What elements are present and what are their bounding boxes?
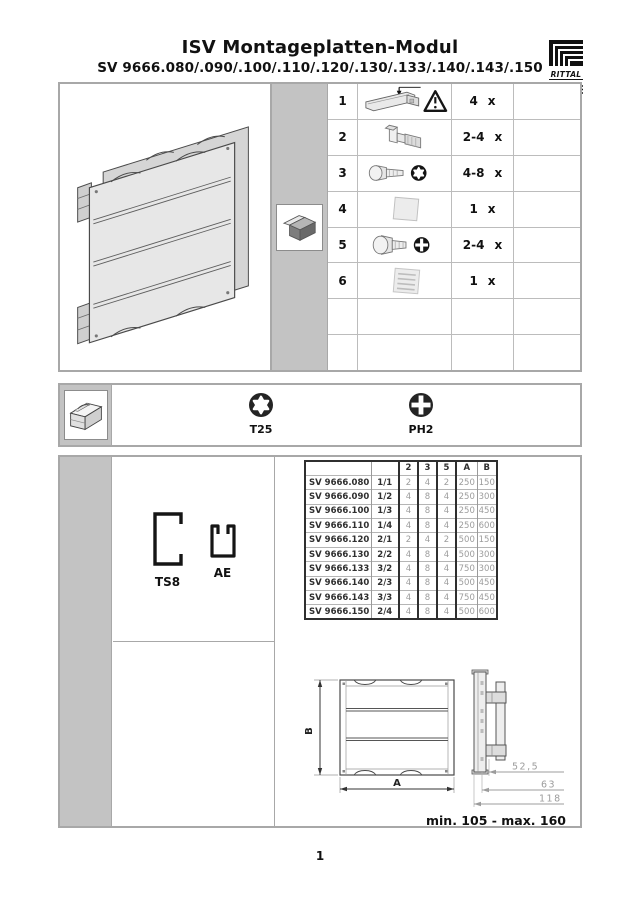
times-label: x bbox=[487, 202, 496, 217]
part-quantity bbox=[452, 228, 514, 263]
part-number: 5 bbox=[328, 228, 358, 263]
dimensions-section bbox=[58, 455, 582, 828]
col-header-A: A bbox=[456, 461, 477, 475]
quantity-value: 2-4 bbox=[462, 237, 485, 252]
parts-table bbox=[328, 84, 580, 370]
size-table-row: SV 9666.120 2/1 2 4 2 500 150 bbox=[305, 533, 497, 547]
height-dim-label: B bbox=[304, 727, 315, 735]
size-table-row: SV 9666.133 3/2 4 8 4 750 300 bbox=[305, 562, 497, 576]
width-dim-label: A bbox=[393, 778, 401, 789]
phillips-screw-icon bbox=[358, 228, 452, 263]
part-row-spacer bbox=[514, 84, 580, 119]
assembly-illustration bbox=[60, 84, 272, 370]
page-subtitle: SV 9666.080/.090/.100/.110/.120/.130/.133/.140/.143/.150 bbox=[97, 60, 543, 76]
size-table bbox=[304, 460, 498, 620]
part-row-empty bbox=[328, 335, 580, 370]
parts-list-sidebar bbox=[272, 84, 328, 370]
part-row bbox=[328, 156, 580, 192]
part-quantity bbox=[452, 84, 514, 119]
part-row-spacer bbox=[514, 263, 580, 298]
times-label: x bbox=[494, 166, 503, 181]
depth-dim-118: 118 bbox=[539, 793, 562, 805]
profile-label: AE bbox=[213, 565, 232, 580]
torx-screw-icon bbox=[358, 156, 452, 191]
tool-t25 bbox=[231, 392, 291, 436]
ts8-c-profile-icon bbox=[150, 510, 186, 568]
part-number: 3 bbox=[328, 156, 358, 191]
ae-u-profile-icon bbox=[208, 519, 238, 559]
size-table-row: SV 9666.140 2/3 4 8 4 500 450 bbox=[305, 576, 497, 590]
tools-section bbox=[58, 383, 582, 447]
part-number: 4 bbox=[328, 192, 358, 227]
part-row bbox=[328, 228, 580, 264]
blank-plate-icon bbox=[358, 192, 452, 227]
part-row-spacer bbox=[514, 228, 580, 263]
part-row bbox=[328, 192, 580, 228]
col-header-2: 2 bbox=[399, 461, 418, 475]
col-header-5: 5 bbox=[437, 461, 456, 475]
size-table-header-row bbox=[305, 461, 497, 475]
mounting-rail-with-warning-icon bbox=[358, 84, 452, 119]
times-label: x bbox=[487, 273, 496, 288]
tool-label: PH2 bbox=[408, 423, 434, 436]
size-table-row: SV 9666.080 1/1 2 4 2 250 150 bbox=[305, 475, 497, 489]
size-table-row: SV 9666.100 1/3 4 8 4 250 450 bbox=[305, 504, 497, 518]
assembly-section bbox=[58, 82, 582, 372]
profile-column bbox=[113, 457, 275, 826]
dimensions-sidebar bbox=[60, 457, 112, 826]
times-label: x bbox=[487, 94, 496, 109]
packaging-box-icon bbox=[276, 204, 323, 251]
part-row bbox=[328, 84, 580, 120]
profile-compatibility bbox=[113, 457, 274, 642]
part-quantity bbox=[452, 192, 514, 227]
size-table-row: SV 9666.150 2/4 4 8 4 500 600 bbox=[305, 605, 497, 619]
part-quantity bbox=[452, 263, 514, 298]
size-table-row: SV 9666.090 1/2 4 8 4 250 300 bbox=[305, 490, 497, 504]
tool-ph2 bbox=[391, 392, 451, 436]
quantity-value: 1 bbox=[469, 202, 478, 217]
module-isometric-drawing-icon bbox=[60, 84, 268, 368]
col-header-B: B bbox=[477, 461, 497, 475]
part-number: 1 bbox=[328, 84, 358, 119]
size-table-row: SV 9666.130 2/2 4 8 4 500 300 bbox=[305, 547, 497, 561]
part-row-spacer bbox=[514, 156, 580, 191]
times-label: x bbox=[494, 130, 503, 145]
part-row-spacer bbox=[514, 192, 580, 227]
tool-label: T25 bbox=[249, 423, 273, 436]
part-quantity bbox=[452, 156, 514, 191]
tools-sidebar bbox=[60, 385, 112, 445]
clip-bracket-icon bbox=[358, 120, 452, 155]
quantity-value: 4-8 bbox=[462, 166, 485, 181]
depth-range-note: min. 105 - max. 160 bbox=[425, 813, 566, 828]
phillips-bit-icon bbox=[408, 392, 434, 418]
part-row bbox=[328, 120, 580, 156]
part-number: 2 bbox=[328, 120, 358, 155]
torx-bit-icon bbox=[248, 392, 274, 418]
tools-area bbox=[112, 385, 580, 445]
slotted-plate-icon bbox=[358, 263, 452, 298]
toolbox-icon bbox=[64, 390, 108, 440]
quantity-value: 4 bbox=[469, 94, 478, 109]
times-label: x bbox=[494, 237, 503, 252]
dimension-drawing bbox=[296, 659, 582, 829]
col-header-3: 3 bbox=[418, 461, 437, 475]
page-number: 1 bbox=[315, 849, 325, 863]
depth-dim-52-5: 52,5 bbox=[512, 761, 540, 773]
part-number: 6 bbox=[328, 263, 358, 298]
part-row bbox=[328, 263, 580, 299]
quantity-value: 1 bbox=[469, 273, 478, 288]
quantity-value: 2-4 bbox=[462, 130, 485, 145]
profile-label: TS8 bbox=[154, 574, 181, 589]
rittal-logo-mark-icon bbox=[549, 40, 583, 67]
part-row-empty bbox=[328, 299, 580, 335]
profile-ts8 bbox=[150, 510, 186, 589]
profile-ae bbox=[208, 519, 238, 580]
depth-dim-63: 63 bbox=[541, 779, 557, 791]
size-table-row: SV 9666.143 3/3 4 8 4 750 450 bbox=[305, 591, 497, 605]
rittal-brand-text: RITTAL bbox=[550, 70, 582, 79]
page-title: ISV Montageplatten-Modul bbox=[181, 37, 459, 58]
size-table-row: SV 9666.110 1/4 4 8 4 250 600 bbox=[305, 519, 497, 533]
part-row-spacer bbox=[514, 120, 580, 155]
part-quantity bbox=[452, 120, 514, 155]
